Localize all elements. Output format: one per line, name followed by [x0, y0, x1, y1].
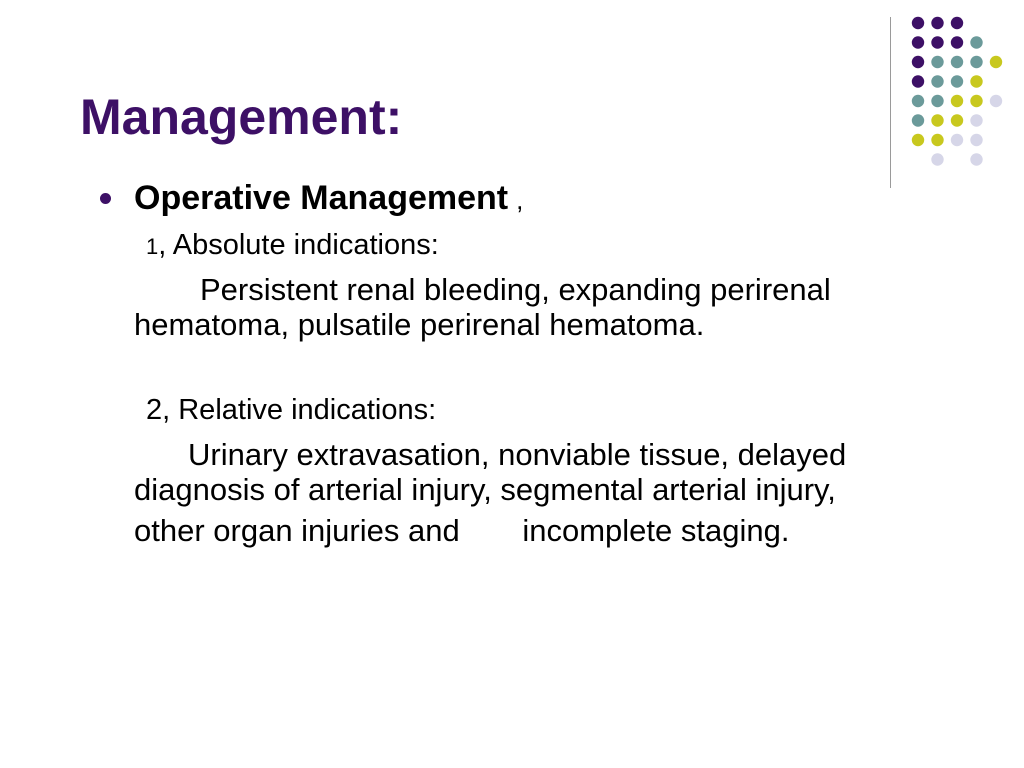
decorative-dot	[912, 134, 924, 146]
decorative-dot	[931, 17, 943, 29]
decorative-dot	[912, 75, 924, 87]
section-heading	[134, 178, 523, 220]
decorative-dot	[990, 95, 1002, 107]
relative-indications-text	[134, 437, 894, 548]
decorative-dot	[951, 75, 963, 87]
decorative-dot	[970, 75, 982, 87]
decorative-dot	[951, 134, 963, 146]
absolute-indications-label	[146, 227, 439, 265]
decorative-dot	[951, 114, 963, 126]
decorative-dot	[912, 114, 924, 126]
decorative-dot	[931, 114, 943, 126]
decorative-dot	[951, 56, 963, 68]
decorative-dot	[990, 56, 1002, 68]
decorative-dot	[931, 95, 943, 107]
heading-suffix: ,	[516, 185, 524, 215]
decorative-dot	[912, 36, 924, 48]
slide-title: Management:	[80, 89, 403, 145]
decorative-dot	[931, 153, 943, 165]
vertical-divider	[890, 17, 891, 188]
decorative-dot	[912, 95, 924, 107]
decorative-dot	[951, 95, 963, 107]
decorative-dot	[970, 134, 982, 146]
decorative-dot	[951, 36, 963, 48]
relative-text-main: Urinary extravasation, nonviable tissue, delayed diagnosis of arterial injury, segmental arterial injury, other organ injuries and	[134, 437, 847, 548]
decorative-dot	[951, 17, 963, 29]
decorative-dot	[970, 114, 982, 126]
decorative-dot	[912, 56, 924, 68]
bullet-icon	[100, 193, 111, 204]
decorative-dot	[931, 36, 943, 48]
relative-text-last: incomplete staging.	[522, 513, 790, 548]
decorative-dot	[970, 153, 982, 165]
relative-indications-label: 2, Relative indications:	[146, 394, 437, 426]
absolute-indications-text: Persistent renal bleeding, expanding perirenal hematoma, pulsatile perirenal hematoma.	[134, 272, 831, 342]
decorative-dot	[970, 36, 982, 48]
decorative-dot	[912, 17, 924, 29]
decorative-dot	[931, 75, 943, 87]
absolute-number: 1	[146, 234, 159, 259]
heading-text: Operative Management	[134, 179, 509, 217]
decorative-dot	[931, 56, 943, 68]
absolute-label: , Absolute indications:	[158, 229, 439, 261]
decorative-dot	[970, 56, 982, 68]
decorative-dot	[970, 95, 982, 107]
decorative-dot	[931, 134, 943, 146]
